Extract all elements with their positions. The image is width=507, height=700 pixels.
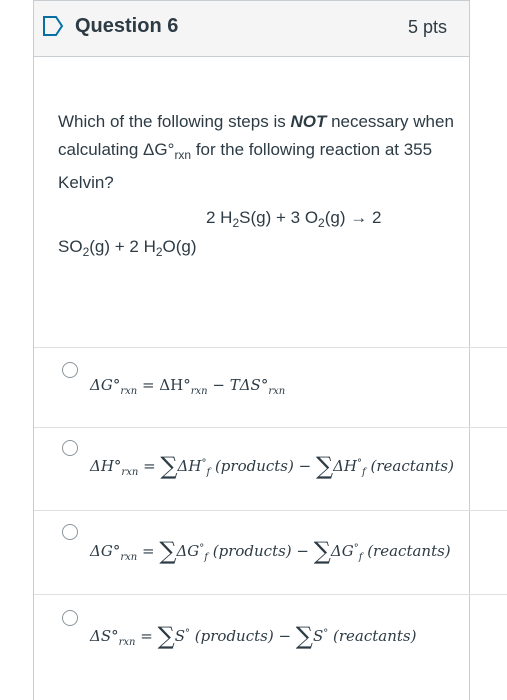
option-2-formula[interactable]: $\Delta H^\circ_{rxn} = \sum\Delta H^\circ_f$ (products) − $\sum\Delta H^\circ_f$ (reactants): [90, 452, 454, 480]
question-title: Question 6: [75, 15, 179, 37]
option-divider: [34, 427, 507, 428]
question-card: [33, 0, 470, 700]
question-header: [34, 0, 469, 57]
reaction-line-2: $SO_2(g) + 2$ $H_2O(g)$: [58, 237, 197, 259]
summation-icon: ∑: [159, 537, 177, 565]
option-4-radio[interactable]: [62, 610, 78, 626]
summation-icon: ∑: [295, 622, 313, 650]
question-points: 5 pts: [407, 17, 447, 37]
bookmark-flag-icon[interactable]: [42, 15, 64, 37]
option-divider: [34, 510, 507, 511]
option-2-radio[interactable]: [62, 440, 78, 456]
option-3-formula[interactable]: $\Delta G^\circ_{rxn} = \sum\Delta G^\circ_f$ (products) − $\sum\Delta G^\circ_f$ (reactants): [90, 537, 451, 565]
summation-icon: ∑: [160, 452, 178, 480]
summation-icon: ∑: [313, 537, 331, 565]
option-3-radio[interactable]: [62, 524, 78, 540]
reaction-line-1: 2 $H_2S(g) + 3$ $O_2(g) \to 2$: [206, 208, 382, 230]
option-1-radio[interactable]: [62, 362, 78, 378]
option-4-formula[interactable]: $\Delta S^\circ_{rxn} = \sum S^\circ$ (products) − ∑S° (reactants): [90, 622, 417, 650]
question-prompt: Which of the following steps is NOT necessary when calculating $\Delta G^\circ_{rxn}$ for the following reaction at 355 Kelvin?: [58, 112, 454, 192]
option-divider: [34, 347, 507, 348]
summation-icon: ∑: [315, 452, 334, 480]
summation-icon: ∑: [157, 622, 175, 650]
option-1-formula[interactable]: $\Delta G^\circ_{rxn} = \Delta H^\circ_{rxn} - T\Delta S^\circ_{rxn}$: [90, 376, 286, 397]
option-divider: [34, 594, 507, 595]
